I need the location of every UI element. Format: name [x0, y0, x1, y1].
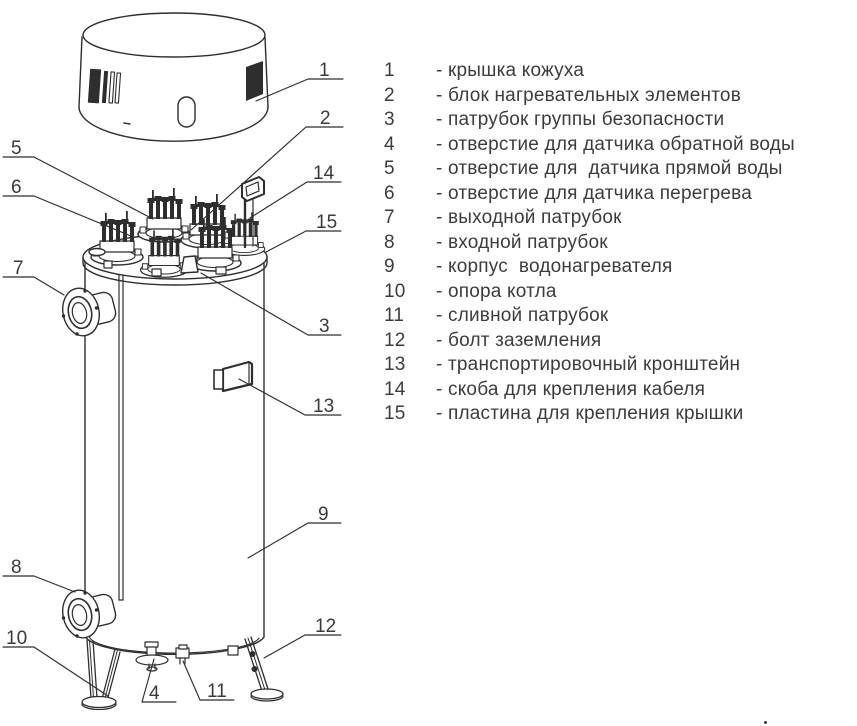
- legend-item: [384, 353, 854, 378]
- legend-item: [384, 378, 854, 403]
- legend-item-text: - отверстие для датчика обратной воды: [436, 133, 795, 155]
- legend-item-text: - скоба для крепления кабеля: [436, 378, 706, 400]
- legend-item: [384, 84, 854, 109]
- callout-13: 13: [313, 396, 335, 417]
- callout-15: 15: [316, 212, 338, 233]
- legend-item: [384, 59, 854, 84]
- legend-item: [384, 255, 854, 280]
- legend-item-text: - транспортировочный кронштейн: [436, 354, 741, 375]
- cable-bracket: [242, 177, 264, 247]
- leg-left: [82, 640, 120, 710]
- legend-item-number: 6: [384, 182, 395, 204]
- casing-lid: [79, 13, 268, 141]
- parts-legend: [384, 59, 854, 427]
- leg-right-foot: [251, 689, 283, 699]
- legend-item-number: 15: [384, 403, 406, 424]
- grounding-bolt: [250, 651, 256, 657]
- leader-1: [256, 79, 343, 101]
- legend-item-number: 11: [384, 305, 405, 326]
- lid-vent-right: [246, 61, 263, 101]
- legend-item-text: - блок нагревательных элементов: [436, 84, 741, 106]
- legend-item-number: 2: [384, 84, 395, 106]
- legend-item-text: - входной патрубок: [436, 231, 608, 253]
- legend-item: [384, 231, 854, 256]
- transport-bracket: [214, 362, 252, 391]
- legend-item: [384, 402, 854, 427]
- legend-item: [384, 304, 854, 329]
- legend-item-text: - патрубок группы безопасности: [436, 109, 725, 130]
- legend-item-text: - болт заземления: [436, 329, 602, 351]
- leader-5: [3, 157, 153, 219]
- legend-item-text: - отверстие для датчика перегрева: [436, 182, 752, 204]
- legend-item-number: 5: [384, 158, 395, 179]
- leader-9: [248, 523, 341, 558]
- outlet-flange: [58, 285, 117, 339]
- legend-item-number: 1: [384, 60, 395, 81]
- bottom-tab: [228, 646, 238, 655]
- callout-10: 10: [6, 628, 28, 649]
- legend-item: [384, 133, 854, 158]
- legend-item-number: 7: [384, 207, 395, 228]
- callout-5: 5: [11, 138, 22, 159]
- legend-item-number: 8: [384, 231, 395, 253]
- legend-item-number: 9: [384, 256, 395, 277]
- legend-item-text: - опора котла: [436, 280, 557, 302]
- legend-item: [384, 182, 854, 207]
- heating-elements: [89, 188, 265, 277]
- legend-item-number: 13: [384, 354, 406, 375]
- legend-item-number: 12: [384, 329, 406, 351]
- callout-7: 7: [13, 258, 24, 279]
- legend-item-text: - сливной патрубок: [436, 305, 609, 326]
- leader-15: [266, 231, 341, 252]
- leg-right: [245, 637, 283, 701]
- legend-item: [384, 280, 854, 305]
- callout-6: 6: [11, 177, 22, 198]
- callout-3: 3: [319, 316, 330, 337]
- lid-handle-hole: [178, 97, 195, 127]
- leader-8: [3, 576, 75, 592]
- legend-item-number: 3: [384, 109, 395, 130]
- scan-speck: [764, 721, 767, 724]
- legend-item: [384, 157, 854, 182]
- legend-item-text: - пластина для крепления крышки: [436, 403, 744, 424]
- legend-item-text: - крышка кожуха: [436, 60, 585, 81]
- legend-item-number: 4: [384, 133, 395, 155]
- legend-item: [384, 108, 854, 133]
- leader-7: [3, 277, 64, 295]
- legend-item-text: - отверстие для датчика прямой воды: [436, 158, 783, 179]
- callout-9: 9: [318, 504, 329, 525]
- callout-1: 1: [319, 60, 330, 81]
- safety-group-port: [181, 256, 198, 273]
- leader-10: [3, 647, 108, 696]
- callout-12: 12: [315, 616, 337, 637]
- leg-left-foot: [82, 697, 116, 708]
- callout-11: 11: [207, 681, 227, 702]
- legend-item: [384, 206, 854, 231]
- lid-vent-left: [88, 69, 108, 104]
- lid-seam-mark: [124, 123, 130, 124]
- callout-8: 8: [11, 557, 22, 578]
- callout-2: 2: [320, 108, 331, 129]
- legend-item-text: - выходной патрубок: [436, 207, 622, 228]
- legend-item-number: 14: [384, 378, 406, 400]
- callout-numbers: [6, 60, 337, 704]
- boiler-diagram: [0, 0, 380, 726]
- callout-14: 14: [313, 163, 335, 184]
- lid-vent-left-slats: [109, 72, 121, 103]
- grounding-bolt: [252, 666, 258, 672]
- leader-12: [264, 635, 341, 658]
- callout-leaders: [3, 79, 343, 702]
- sensor-tube: [119, 273, 123, 600]
- legend-item: [384, 329, 854, 354]
- legend-item-number: 10: [384, 280, 406, 302]
- callout-4: 4: [149, 683, 160, 704]
- legend-item-text: - корпус водонагревателя: [436, 256, 673, 277]
- inlet-flange: [58, 587, 117, 641]
- small-port: [89, 249, 105, 256]
